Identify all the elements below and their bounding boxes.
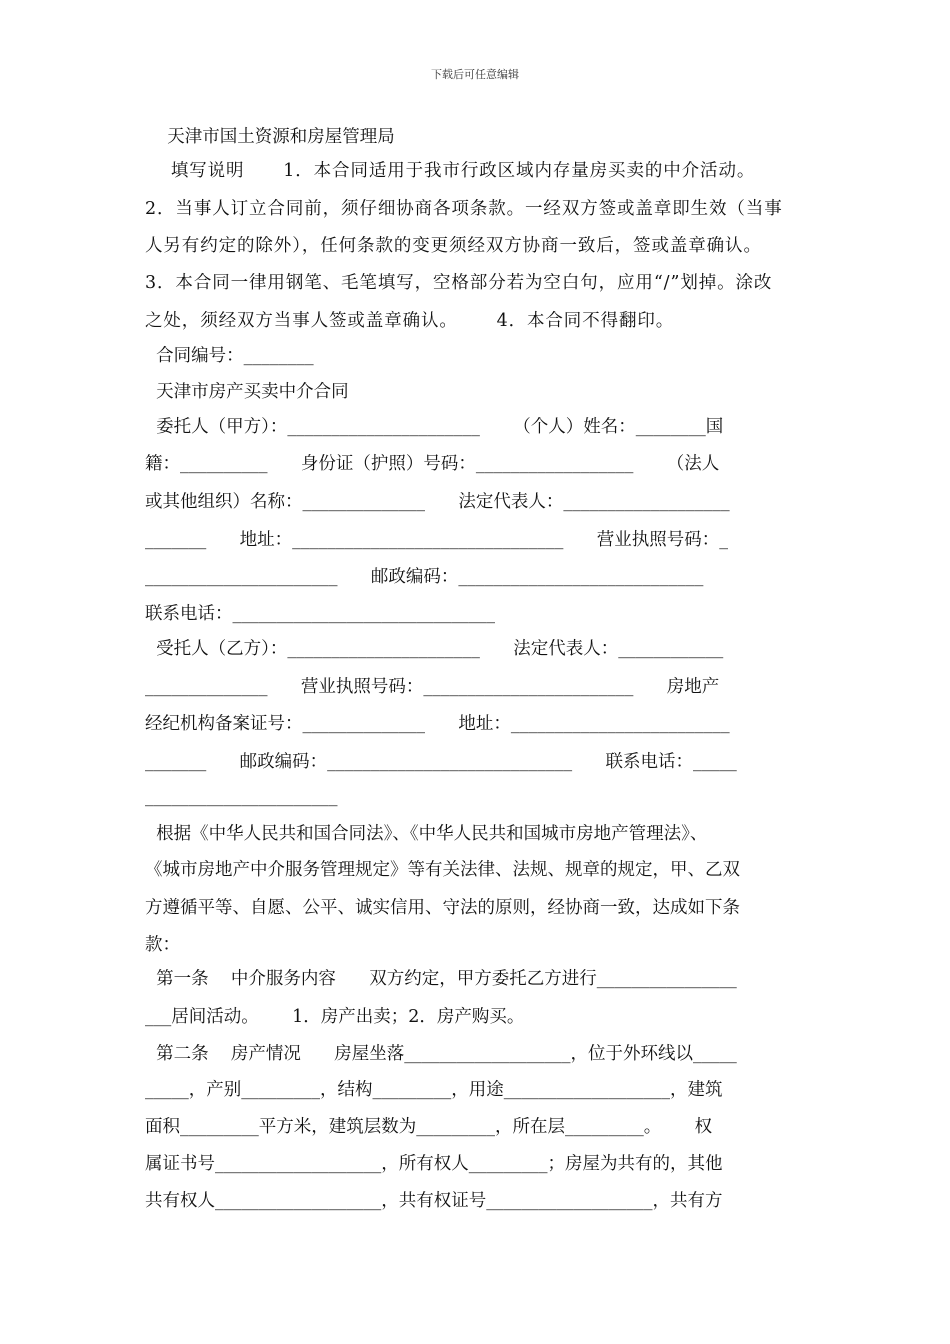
- instruction-line: 3．本合同一律用钢笔、毛笔填写，空格部分若为空白句，应用“/”划掉。涂改: [145, 273, 773, 293]
- party-b-line: _______ 邮政编码：____________________________ 联系电话：_____: [145, 752, 737, 772]
- instruction-line: 填写说明 1．本合同适用于我市行政区域内存量房买卖的中介活动。: [145, 161, 756, 181]
- instruction-line: 2．当事人订立合同前，须仔细协商各项条款。一经双方签或盖章即生效（当事: [145, 199, 783, 219]
- issuer-line: 天津市国土资源和房屋管理局: [145, 127, 395, 147]
- instruction-line: 之处，须经双方当事人签或盖章确认。 4．本合同不得翻印。: [145, 311, 675, 331]
- party-b-line: ______________________: [145, 787, 338, 807]
- preamble-line: 根据《中华人民共和国合同法》、《中华人民共和国城市房地产管理法》、: [145, 824, 708, 844]
- party-b-line: 经纪机构备案证号：______________ 地址：_________________________: [145, 714, 730, 734]
- contract-title: 天津市房产买卖中介合同: [145, 382, 349, 402]
- party-a-line: 或其他组织）名称：______________ 法定代表人：___________________: [145, 492, 730, 512]
- article-two-line: 属证书号___________________，所有权人_________；房屋为共有的，其他: [145, 1154, 723, 1174]
- article-two-line: 共有权人___________________，共有权证号___________________，共有方: [145, 1191, 723, 1211]
- party-b-line: ______________ 营业执照号码：________________________ 房地产: [145, 677, 720, 697]
- contract-number-line: 合同编号：________: [145, 346, 314, 366]
- article-one-line: ___居间活动。 1．房产出卖；2．房产购买。: [145, 1007, 525, 1027]
- instruction-line: 人另有约定的除外），任何条款的变更须经双方协商一致后，签或盖章确认。: [145, 236, 762, 256]
- preamble-line: 方遵循平等、自愿、公平、诚实信用、守法的原则，经协商一致，达成如下条: [145, 898, 740, 918]
- preamble-line: 款：: [145, 935, 180, 955]
- party-a-line: 委托人（甲方）：______________________ （个人）姓名：________国: [145, 417, 724, 437]
- party-a-line: _______ 地址：_______________________________ 营业执照号码：_: [145, 530, 729, 550]
- party-a-line: 联系电话：______________________________: [145, 604, 495, 624]
- party-b-line: 受托人（乙方）：______________________ 法定代表人：____________: [145, 639, 724, 659]
- article-one-line: 第一条 中介服务内容 双方约定，甲方委托乙方进行________________: [145, 969, 737, 989]
- page-header: 下载后可任意编辑: [431, 68, 519, 81]
- party-a-line: ______________________ 邮政编码：____________________________: [145, 567, 704, 587]
- article-two-line: _____，产别_________，结构_________，用途___________________，建筑: [145, 1080, 723, 1100]
- preamble-line: 《城市房地产中介服务管理规定》等有关法律、法规、规章的规定，甲、乙双: [145, 860, 740, 880]
- party-a-line: 籍：__________ 身份证（护照）号码：__________________ （法人: [145, 454, 720, 474]
- article-two-line: 第二条 房产情况 房屋坐落___________________，位于外环线以_____: [145, 1044, 737, 1064]
- article-two-line: 面积_________平方米，建筑层数为_________，所在层_________。 权: [145, 1117, 713, 1137]
